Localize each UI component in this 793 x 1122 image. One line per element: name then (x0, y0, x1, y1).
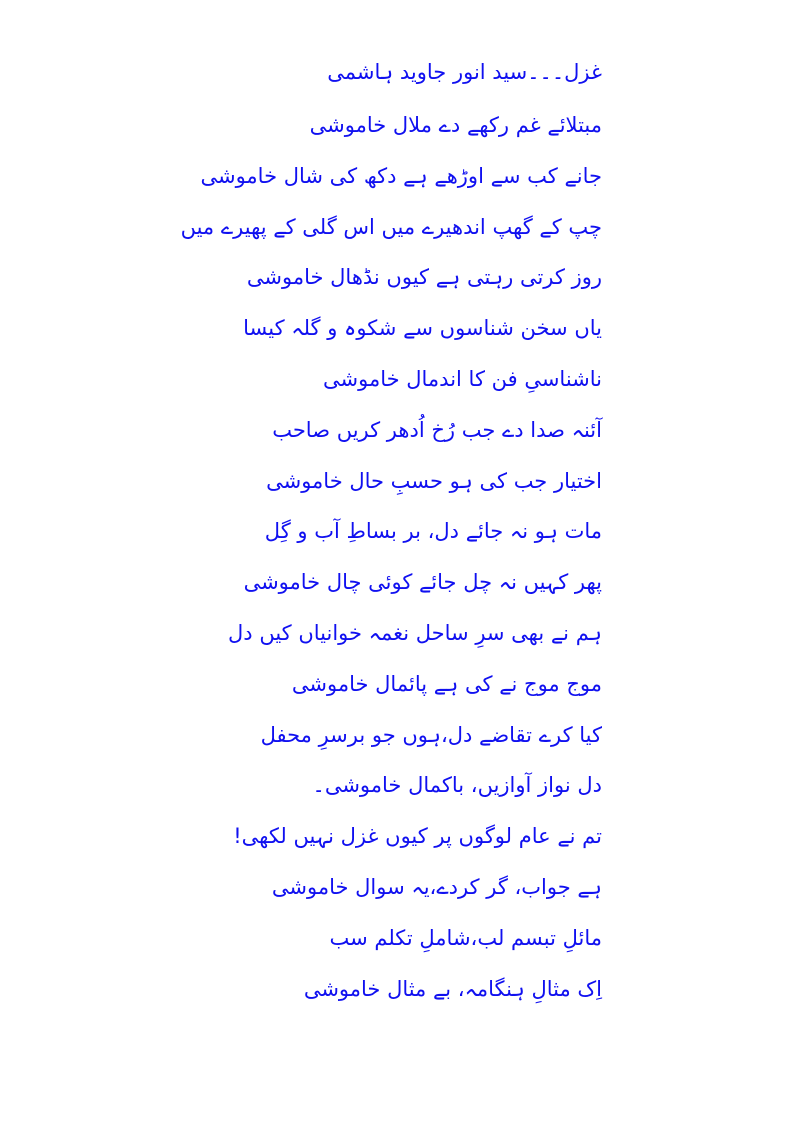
verse-line-4: روز کرتی رہتی ہے کیوں نڈھال خاموشی (246, 265, 602, 290)
verse-line-5: یاں سخن شناسوں سے شکوہ و گلہ کیسا (243, 316, 602, 341)
verse-line-16: ہے جواب، گر کردے،یہ سوال خاموشی (271, 874, 602, 899)
verse-line-1: مبتلائے غم رکھے دے ملال خاموشی (309, 113, 602, 137)
verse-line-18: اِک مثالِ ہنگامہ، بے مثال خاموشی (303, 976, 602, 1001)
verse-line-7: آئنہ صدا دے جب رُخ اُدھر کریں صاحب (272, 417, 602, 442)
verse-line-8: اختیار جب کی ہو حسبِ حال خاموشی (266, 468, 602, 493)
verse-line-3: چپ کے گھپ اندھیرے میں اس گلی کے پھیرے میں (180, 214, 602, 239)
verse-line-10: پھر کہیں نہ چل جائے کوئی چال خاموشی (243, 570, 602, 595)
verse-line-15: تم نے عام لوگوں پر کیوں غزل نہیں لکھی! (233, 824, 602, 849)
verse-line-14: دل نواز آوازیں، باکمال خاموشی۔ (312, 773, 602, 798)
verse-line-9: مات ہو نہ جائے دل، بر بساطِ آب و گِل (264, 519, 602, 544)
verse-line-2: جانے کب سے اوڑھے ہے دکھ کی شال خاموشی (200, 163, 602, 188)
verse-line-11: ہم نے بھی سرِ ساحل نغمہ خوانیاں کیں دل (228, 620, 602, 645)
poem-title: غزل۔۔۔سید انور جاوید ہاشمی (327, 60, 602, 84)
verse-line-17: مائلِ تبسم لب،شاملِ تکلم سب (329, 925, 602, 950)
ghazal-column (180, 52, 602, 1014)
verse-line-12: موج موج نے کی ہے پائمال خاموشی (291, 671, 602, 696)
verse-line-6: ناشناسیِ فن کا اندمال خاموشی (323, 366, 602, 391)
verse-line-13: کیا کرے تقاضے دل،ہوں جو برسرِ محفل (260, 722, 602, 747)
